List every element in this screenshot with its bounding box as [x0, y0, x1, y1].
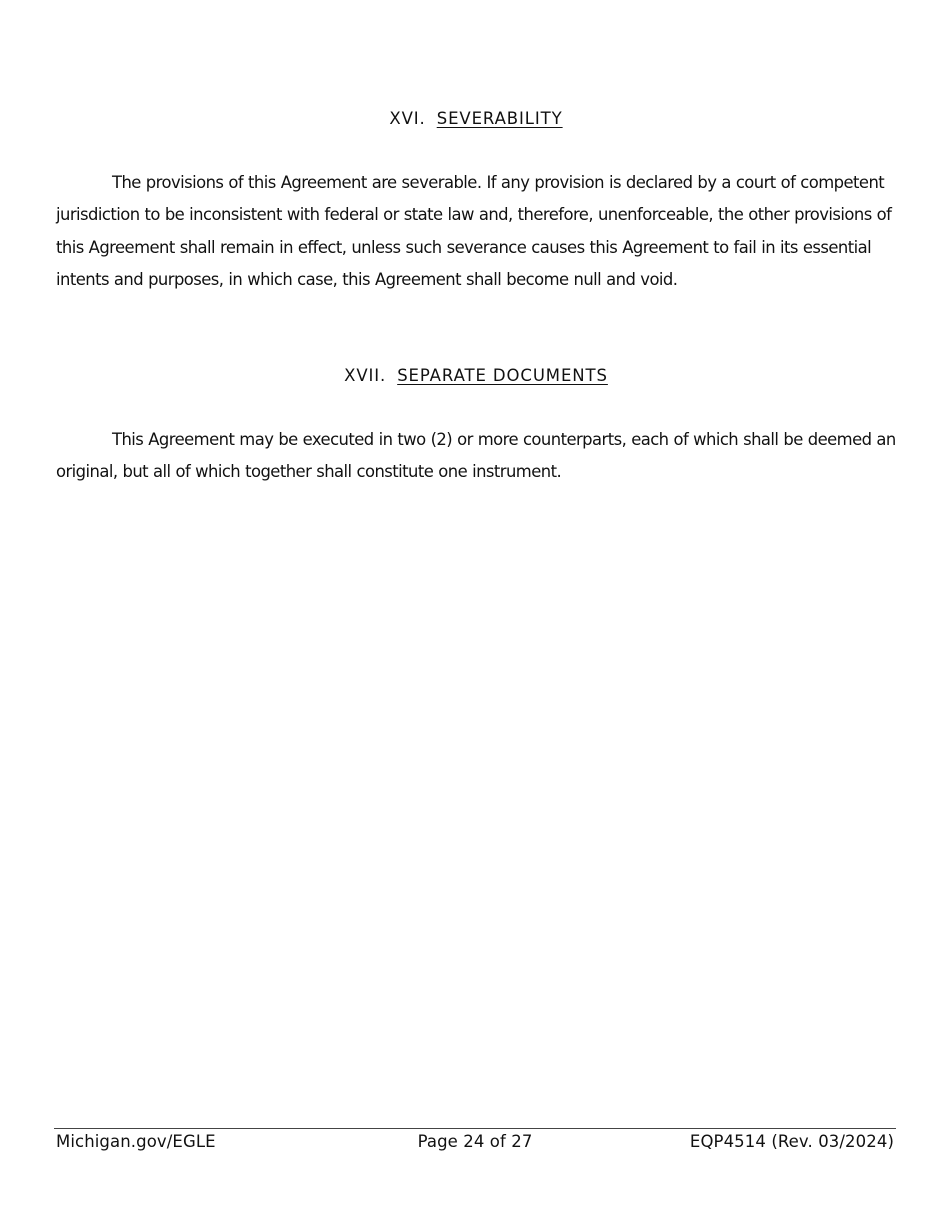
section-heading-separate-documents	[56, 364, 896, 388]
section-number: XVI.	[389, 109, 426, 128]
section-title: SEVERABILITY	[436, 109, 563, 128]
section-title: SEPARATE DOCUMENTS	[397, 366, 608, 385]
severability-paragraph: The provisions of this Agreement are severable. If any provision is declared by a court of competent jurisdiction to be inconsistent with federal or state law and, therefore, unenforceable, the other provisions of this Agreement shall remain in effect, unless such severance causes this Agreement to fail in its essential intents and purposes, in which case, this Agreement shall become null and void.	[56, 173, 892, 289]
footer-form-number: EQP4514 (Rev. 03/2024)	[689, 1132, 894, 1151]
page-footer	[56, 1129, 894, 1155]
section-number: XVII.	[344, 366, 387, 385]
footer-page-number: Page 24 of 27	[417, 1132, 533, 1151]
footer-website: Michigan.gov/EGLE	[56, 1132, 216, 1151]
section-heading-severability	[56, 107, 896, 131]
separate-documents-paragraph: This Agreement may be executed in two (2) or more counterparts, each of which shall be deemed an original, but all of which together shall constitute one instrument.	[56, 430, 896, 482]
